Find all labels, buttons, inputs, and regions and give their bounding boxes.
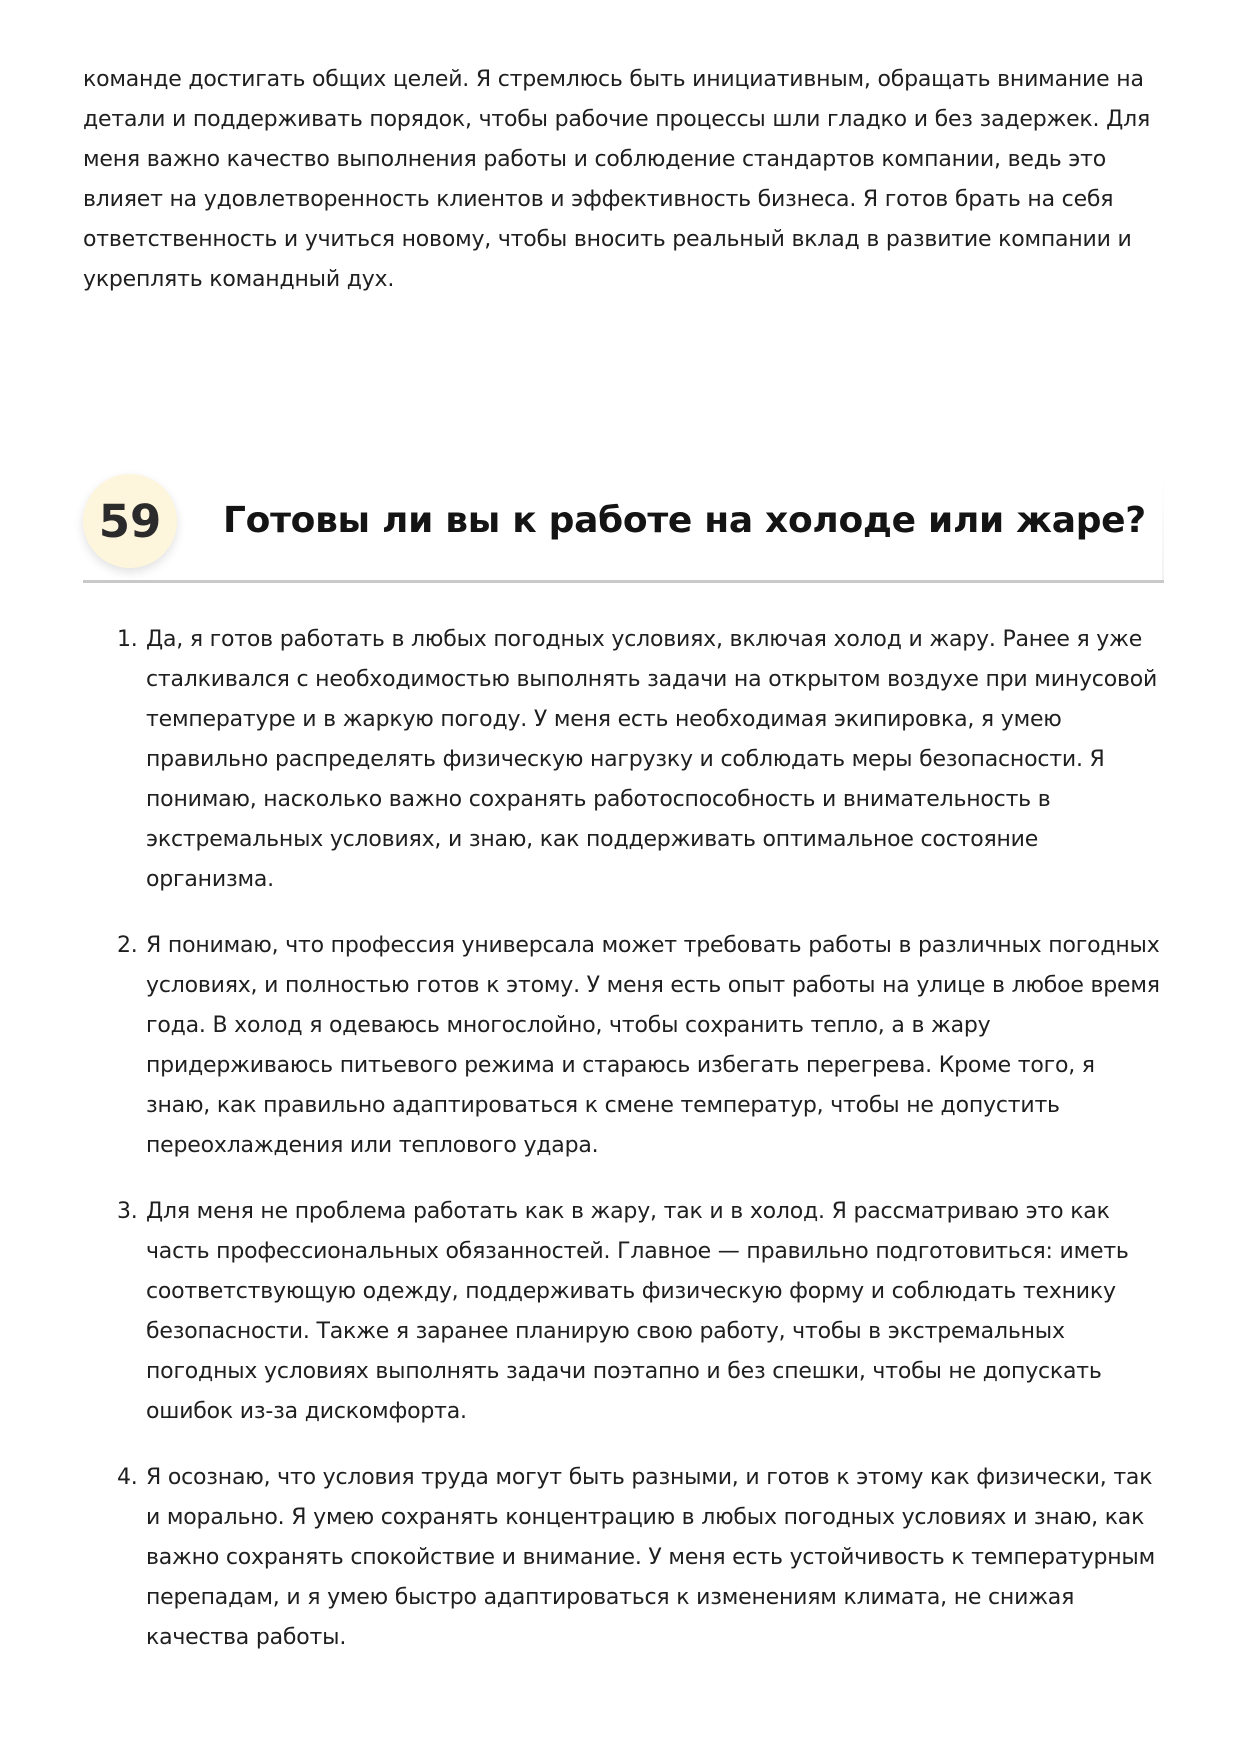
answer-number: 1. — [117, 627, 138, 652]
section-header — [83, 470, 1164, 583]
answer-item — [83, 1192, 1164, 1432]
answer-item — [83, 620, 1164, 900]
answer-number: 3. — [117, 1199, 138, 1224]
question-title: Готовы ли вы к работе на холоде или жаре? — [223, 500, 1146, 541]
answer-number: 4. — [117, 1465, 138, 1490]
answer-text: Для меня не проблема работать как в жару, так и в холод. Я рассматриваю это как часть профессиональных обязанностей. Главное — правильно подготовиться: иметь соответствующую одежду, поддерживать физическую форму и соблюдать технику безопасности. Также я заранее планирую свою работу, чтобы в экстремальных погодных условиях выполнять задачи поэтапно и без спешки, чтобы не допускать ошибок из-за дискомфорта. — [146, 1199, 1129, 1424]
answer-item — [83, 1458, 1164, 1658]
question-number-badge: 59 — [83, 474, 177, 568]
intro-paragraph: команде достигать общих целей. Я стремлюсь быть инициативным, обращать внимание на детали и поддерживать порядок, чтобы рабочие процессы шли гладко и без задержек. Для меня важно качество выполнения работы и соблюдение стандартов компании, ведь это влияет на удовлетворенность клиентов и эффективность бизнеса. Я готов брать на себя ответственность и учиться новому, чтобы вносить реальный вклад в развитие компании и укреплять командный дух. — [83, 67, 1150, 292]
answer-text: Да, я готов работать в любых погодных условиях, включая холод и жару. Ранее я уже сталкивался с необходимостью выполнять задачи на открытом воздухе при минусовой температуре и в жаркую погоду. У меня есть необходимая экипировка, я умею правильно распределять физическую нагрузку и соблюдать меры безопасности. Я понимаю, насколько важно сохранять работоспособность и внимательность в экстремальных условиях, и знаю, как поддерживать оптимальное состояние организма. — [146, 627, 1158, 892]
answer-text: Я осознаю, что условия труда могут быть разными, и готов к этому как физически, так и морально. Я умею сохранять концентрацию в любых погодных условиях и знаю, как важно сохранять спокойствие и внимание. У меня есть устойчивость к температурным перепадам, и я умею быстро адаптироваться к изменениям климата, не снижая качества работы. — [146, 1465, 1155, 1650]
answer-list — [83, 620, 1164, 1684]
answer-item — [83, 926, 1164, 1166]
answer-number: 2. — [117, 933, 138, 958]
answer-text: Я понимаю, что профессия универсала может требовать работы в различных погодных условиях, и полностью готов к этому. У меня есть опыт работы на улице в любое время года. В холод я одеваюсь многослойно, чтобы сохранить тепло, а в жару придерживаюсь питьевого режима и стараюсь избегать перегрева. Кроме того, я знаю, как правильно адаптироваться к смене температур, чтобы не допустить переохлаждения или теплового удара. — [146, 933, 1160, 1158]
